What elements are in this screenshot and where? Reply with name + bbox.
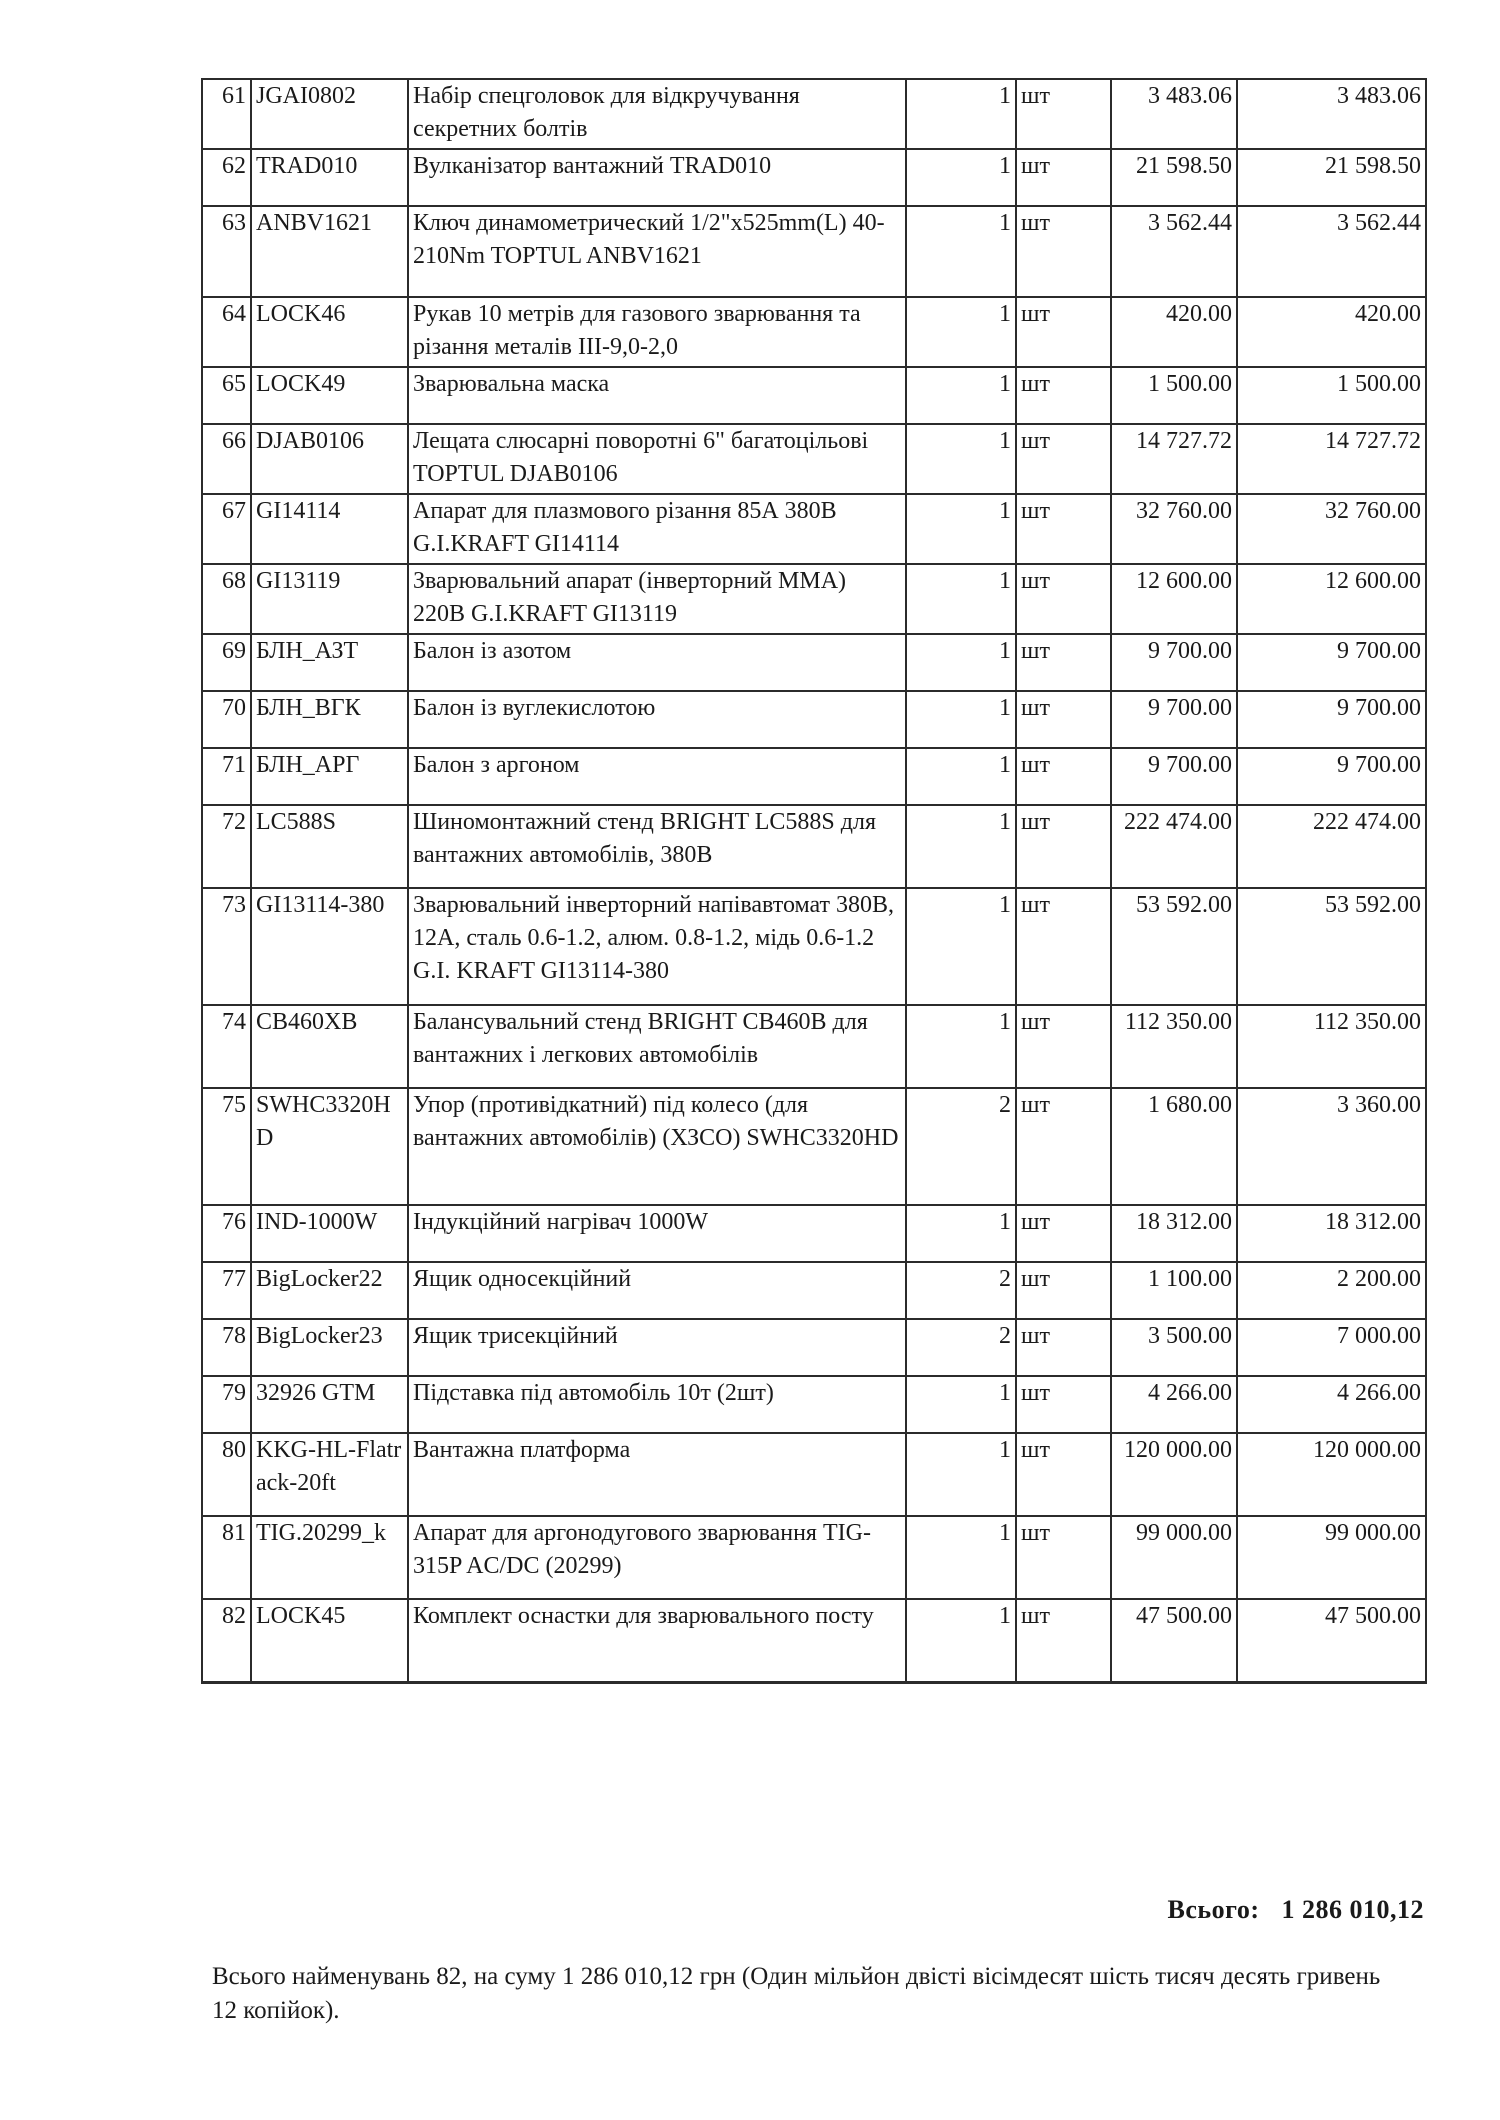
cell-code: БЛН_АРГ [251, 748, 408, 805]
cell-name: Ключ динамометрический 1/2"x525mm(L) 40-210Nm TOPTUL ANBV1621 [408, 206, 906, 297]
cell-no: 79 [202, 1376, 251, 1433]
cell-no: 69 [202, 634, 251, 691]
items-table [201, 78, 1427, 1684]
cell-code: LOCK46 [251, 297, 408, 367]
cell-code: GI14114 [251, 494, 408, 564]
cell-qty: 1 [906, 206, 1016, 297]
cell-name: Шиномонтажний стенд BRIGHT LC588S для вантажних автомобілів, 380В [408, 805, 906, 888]
table-row [202, 1088, 1426, 1205]
cell-no: 68 [202, 564, 251, 634]
cell-name: Рукав 10 метрів для газового зварювання та різання металів III-9,0-2,0 [408, 297, 906, 367]
grand-total-label: Всього: [1167, 1895, 1260, 1924]
table-row [202, 888, 1426, 1005]
cell-sum: 12 600.00 [1237, 564, 1426, 634]
cell-no: 82 [202, 1599, 251, 1682]
cell-unit: шт [1016, 1516, 1111, 1599]
cell-unit: шт [1016, 564, 1111, 634]
cell-qty: 1 [906, 424, 1016, 494]
cell-code: ANBV1621 [251, 206, 408, 297]
cell-sum: 120 000.00 [1237, 1433, 1426, 1516]
cell-sum: 112 350.00 [1237, 1005, 1426, 1088]
cell-sum: 14 727.72 [1237, 424, 1426, 494]
cell-qty: 1 [906, 805, 1016, 888]
cell-code: БЛН_АЗТ [251, 634, 408, 691]
cell-price: 21 598.50 [1111, 149, 1237, 206]
cell-unit: шт [1016, 494, 1111, 564]
cell-unit: шт [1016, 1205, 1111, 1262]
cell-unit: шт [1016, 1433, 1111, 1516]
cell-sum: 9 700.00 [1237, 748, 1426, 805]
cell-price: 420.00 [1111, 297, 1237, 367]
cell-price: 9 700.00 [1111, 748, 1237, 805]
cell-no: 81 [202, 1516, 251, 1599]
cell-name: Балон із азотом [408, 634, 906, 691]
cell-price: 9 700.00 [1111, 691, 1237, 748]
cell-sum: 222 474.00 [1237, 805, 1426, 888]
cell-name: Апарат для плазмового різання 85А 380В G.I.KRAFT GI14114 [408, 494, 906, 564]
cell-unit: шт [1016, 149, 1111, 206]
cell-name: Вулканізатор вантажний TRAD010 [408, 149, 906, 206]
cell-name: Комплект оснастки для зварювального посту [408, 1599, 906, 1682]
cell-no: 75 [202, 1088, 251, 1205]
cell-code: TIG.20299_k [251, 1516, 408, 1599]
cell-code: DJAB0106 [251, 424, 408, 494]
cell-sum: 9 700.00 [1237, 691, 1426, 748]
cell-sum: 7 000.00 [1237, 1319, 1426, 1376]
cell-name: Балон із вуглекислотою [408, 691, 906, 748]
cell-sum: 2 200.00 [1237, 1262, 1426, 1319]
cell-price: 12 600.00 [1111, 564, 1237, 634]
cell-price: 112 350.00 [1111, 1005, 1237, 1088]
cell-qty: 1 [906, 494, 1016, 564]
cell-sum: 1 500.00 [1237, 367, 1426, 424]
cell-unit: шт [1016, 1262, 1111, 1319]
grand-total-value: 1 286 010,12 [1281, 1895, 1424, 1924]
cell-sum: 99 000.00 [1237, 1516, 1426, 1599]
cell-name: Зварювальна маска [408, 367, 906, 424]
cell-sum: 4 266.00 [1237, 1376, 1426, 1433]
cell-unit: шт [1016, 1599, 1111, 1682]
table-row [202, 1516, 1426, 1599]
cell-code: LOCK49 [251, 367, 408, 424]
cell-code: BigLocker23 [251, 1319, 408, 1376]
cell-sum: 21 598.50 [1237, 149, 1426, 206]
cell-name: Зварювальний апарат (інверторний ММА) 220В G.I.KRAFT GI13119 [408, 564, 906, 634]
cell-sum: 32 760.00 [1237, 494, 1426, 564]
cell-price: 99 000.00 [1111, 1516, 1237, 1599]
cell-qty: 1 [906, 564, 1016, 634]
table-row [202, 634, 1426, 691]
cell-qty: 1 [906, 1205, 1016, 1262]
table-row [202, 1262, 1426, 1319]
cell-unit: шт [1016, 805, 1111, 888]
cell-price: 120 000.00 [1111, 1433, 1237, 1516]
cell-sum: 53 592.00 [1237, 888, 1426, 1005]
cell-unit: шт [1016, 367, 1111, 424]
grand-total [1168, 1895, 1424, 1925]
table-row [202, 79, 1426, 149]
cell-name: Вантажна платформа [408, 1433, 906, 1516]
cell-code: TRAD010 [251, 149, 408, 206]
cell-price: 1 680.00 [1111, 1088, 1237, 1205]
cell-price: 222 474.00 [1111, 805, 1237, 888]
table-row [202, 494, 1426, 564]
cell-name: Ящик односекційний [408, 1262, 906, 1319]
cell-unit: шт [1016, 634, 1111, 691]
cell-unit: шт [1016, 1088, 1111, 1205]
cell-price: 3 483.06 [1111, 79, 1237, 149]
cell-no: 71 [202, 748, 251, 805]
cell-no: 78 [202, 1319, 251, 1376]
cell-qty: 2 [906, 1262, 1016, 1319]
cell-price: 53 592.00 [1111, 888, 1237, 1005]
cell-code: JGAI0802 [251, 79, 408, 149]
table-row [202, 1319, 1426, 1376]
cell-no: 77 [202, 1262, 251, 1319]
cell-no: 70 [202, 691, 251, 748]
cell-no: 65 [202, 367, 251, 424]
cell-price: 47 500.00 [1111, 1599, 1237, 1682]
cell-unit: шт [1016, 1005, 1111, 1088]
cell-qty: 1 [906, 1376, 1016, 1433]
cell-no: 80 [202, 1433, 251, 1516]
cell-price: 4 266.00 [1111, 1376, 1237, 1433]
table-row [202, 1599, 1426, 1682]
cell-qty: 1 [906, 691, 1016, 748]
table-row [202, 564, 1426, 634]
cell-name: Підставка під автомобіль 10т (2шт) [408, 1376, 906, 1433]
cell-unit: шт [1016, 79, 1111, 149]
cell-no: 67 [202, 494, 251, 564]
cell-qty: 1 [906, 1516, 1016, 1599]
cell-no: 62 [202, 149, 251, 206]
cell-qty: 1 [906, 1599, 1016, 1682]
cell-sum: 18 312.00 [1237, 1205, 1426, 1262]
table-row [202, 805, 1426, 888]
cell-code: IND-1000W [251, 1205, 408, 1262]
table-row [202, 367, 1426, 424]
cell-qty: 2 [906, 1088, 1016, 1205]
cell-code: KKG-HL-Flatrack-20ft [251, 1433, 408, 1516]
cell-code: БЛН_ВГК [251, 691, 408, 748]
cell-sum: 9 700.00 [1237, 634, 1426, 691]
cell-qty: 1 [906, 79, 1016, 149]
cell-sum: 3 360.00 [1237, 1088, 1426, 1205]
table-row [202, 1205, 1426, 1262]
cell-unit: шт [1016, 691, 1111, 748]
table-row [202, 297, 1426, 367]
cell-sum: 3 483.06 [1237, 79, 1426, 149]
cell-name: Апарат для аргонодугового зварювання TIG-315P AC/DC (20299) [408, 1516, 906, 1599]
cell-name: Упор (противідкатний) під колесо (для вантажних автомобілів) (ХЗСО) SWHC3320HD [408, 1088, 906, 1205]
cell-code: LC588S [251, 805, 408, 888]
table-row [202, 1376, 1426, 1433]
cell-qty: 1 [906, 1005, 1016, 1088]
cell-no: 76 [202, 1205, 251, 1262]
table-row [202, 691, 1426, 748]
cell-price: 3 500.00 [1111, 1319, 1237, 1376]
cell-qty: 2 [906, 1319, 1016, 1376]
cell-no: 66 [202, 424, 251, 494]
cell-name: Індукційний нагрівач 1000W [408, 1205, 906, 1262]
table-row [202, 149, 1426, 206]
cell-qty: 1 [906, 149, 1016, 206]
cell-price: 18 312.00 [1111, 1205, 1237, 1262]
cell-sum: 420.00 [1237, 297, 1426, 367]
cell-sum: 47 500.00 [1237, 1599, 1426, 1682]
cell-price: 9 700.00 [1111, 634, 1237, 691]
cell-code: BigLocker22 [251, 1262, 408, 1319]
cell-code: 32926 GTM [251, 1376, 408, 1433]
cell-name: Набір спецголовок для відкручування секретних болтів [408, 79, 906, 149]
cell-qty: 1 [906, 297, 1016, 367]
cell-unit: шт [1016, 1376, 1111, 1433]
cell-unit: шт [1016, 1319, 1111, 1376]
table-row [202, 206, 1426, 297]
cell-name: Лещата слюсарні поворотні 6" багатоцільові TOPTUL DJAB0106 [408, 424, 906, 494]
cell-name: Зварювальний інверторний напівавтомат 380В, 12А, сталь 0.6-1.2, алюм. 0.8-1.2, мідь 0.6-1.2 G.I. KRAFT GI13114-380 [408, 888, 906, 1005]
cell-code: GI13114-380 [251, 888, 408, 1005]
cell-code: GI13119 [251, 564, 408, 634]
cell-unit: шт [1016, 424, 1111, 494]
cell-no: 73 [202, 888, 251, 1005]
cell-price: 3 562.44 [1111, 206, 1237, 297]
cell-sum: 3 562.44 [1237, 206, 1426, 297]
cell-no: 63 [202, 206, 251, 297]
cell-price: 1 100.00 [1111, 1262, 1237, 1319]
cell-price: 32 760.00 [1111, 494, 1237, 564]
cell-unit: шт [1016, 888, 1111, 1005]
cell-price: 14 727.72 [1111, 424, 1237, 494]
table-row [202, 1005, 1426, 1088]
cell-no: 72 [202, 805, 251, 888]
cell-unit: шт [1016, 206, 1111, 297]
cell-qty: 1 [906, 634, 1016, 691]
cell-code: SWHC3320HD [251, 1088, 408, 1205]
total-in-words: Всього найменувань 82, на суму 1 286 010,12 грн (Один мільйон двісті вісімдесят шість тисяч десять гривень 12 копійок). [212, 1963, 1381, 2024]
cell-name: Балансувальний стенд BRIGHT CB460B для вантажних і легкових автомобілів [408, 1005, 906, 1088]
items-table-body [202, 79, 1426, 1682]
cell-name: Балон з аргоном [408, 748, 906, 805]
cell-name: Ящик трисекційний [408, 1319, 906, 1376]
cell-no: 64 [202, 297, 251, 367]
cell-qty: 1 [906, 1433, 1016, 1516]
cell-code: CB460XB [251, 1005, 408, 1088]
cell-no: 74 [202, 1005, 251, 1088]
table-row [202, 424, 1426, 494]
cell-qty: 1 [906, 748, 1016, 805]
table-row [202, 748, 1426, 805]
cell-price: 1 500.00 [1111, 367, 1237, 424]
cell-qty: 1 [906, 888, 1016, 1005]
table-row [202, 1433, 1426, 1516]
cell-no: 61 [202, 79, 251, 149]
cell-unit: шт [1016, 297, 1111, 367]
cell-qty: 1 [906, 367, 1016, 424]
cell-code: LOCK45 [251, 1599, 408, 1682]
cell-unit: шт [1016, 748, 1111, 805]
